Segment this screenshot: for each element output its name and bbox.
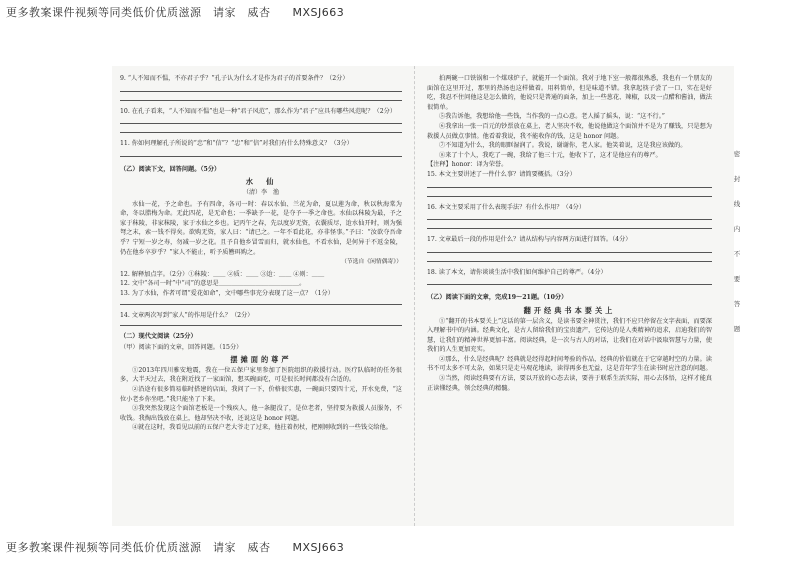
answer-line[interactable] [427,228,712,229]
seal-line-sidebar [731,150,743,350]
question-10: 10. 在孔子看来，“人不知而不愠”也是一种“君子风范”，那么作为“君子”应具有哪些风范呢？（2分） [120,107,397,115]
answer-line[interactable] [120,91,402,92]
poem-title: 水 仙 [245,177,277,187]
question-14: 14. 文章两次写到“家人”的作用是什么？（2分） [120,311,254,319]
question-15: 15. 本文主要讲述了一件什么事？请简要概括。（3分） [427,170,576,178]
answer-line[interactable] [427,196,712,197]
sidebar-label: 封 [733,175,741,183]
essay-paragraph: ⑦不知道为什么，我的眼眶湿润了。我说，谢谢你，老人家。他笑着说，这是我应该做的。 [439,142,687,150]
banner-code: MXSJ663 [292,541,345,554]
sidebar-label: 不 [733,250,741,258]
question-9: 9. “人不知而不愠，不亦君子乎？”孔子认为什么才是作为君子的首要条件？（2分） [120,75,349,82]
answer-line[interactable] [120,100,402,101]
essay2-paragraph: ①“翻开的书本要关上”这话的第一层含义，是读书要全神贯注，我们不应只停留在文字表面，而要深入理解书中的内涵。经典文化，是古人留给我们的宝贵遗产，它传达的是人类精神的追求，启迪我们的智慧，让我们的精神世界更加丰富。阅读经典，是一次与古人的对话，让我们在对话中汲取智慧与力量，使我们的人生更加充实。 [427,317,712,354]
answer-line[interactable] [120,304,402,305]
essay-paragraph: ④就在这时，我看见以前的五保户老大爷走了过来，他拄着拐杖，把刚刚收到的一些钱交给他。 [132,424,392,432]
sidebar-label: 题 [733,325,741,333]
page-fold-divider [414,66,415,526]
essay2-paragraph: ②那么，什么是经典呢？经典就是经得起时间考验的作品，经典的价值就在于它穿越时空的力量。读书不可太多不可太杂，如果只是走马观花地读，读得再多也无益，这是青年学生在读书时应注意的问题。 [427,355,712,373]
essay-paragraph: ②沿途有很多简易临时搭建的店面，我问了一下，价格很实惠，一碗面只要四十元，开水免费，“这位小老乡你坐吧。”我只能坐了下来。 [120,386,402,403]
answer-line[interactable] [120,156,402,157]
answer-line[interactable] [120,123,402,124]
modern-reading-heading: （二）现代文阅读（25分） [120,333,197,341]
answer-line[interactable] [427,187,712,188]
exam-sheet [112,66,734,526]
sidebar-label: 答 [733,300,741,308]
sidebar-label: 内 [733,225,741,233]
bottom-banner [6,539,344,555]
poem-source: （节选自《闲情偶寄》） [341,259,402,266]
part-a-heading: （甲）阅读下面的文章，回答问题。（15分） [120,343,243,351]
left-column [120,74,402,433]
poem-author: （清）李 渔 [242,188,279,196]
question-13: 13. 为了水仙，作者可谓“爱花如命”，文中哪些事充分表现了这一点？（1分） [120,289,334,297]
essay-paragraph: ③我突然发现这个面馆老板是一个残疾人，他一条腿没了，是位老者，坚持要为救援人员服务，不收钱。我掏出钱放在桌上，他却坚决不收，还说这是 honor 问题。 [120,405,402,422]
essay-title: 摆摊面的尊严 [230,355,292,365]
answer-line[interactable] [427,252,712,253]
question-16: 16. 本文主要采用了什么表现手法？有什么作用？（4分） [427,203,586,211]
sidebar-label: 线 [733,200,741,208]
essay2-paragraph: ③当然，阅读经典要有方法，要以开放的心态去读，要善于联系生活实际，用心去体悟，这样才能真正读懂经典，领会经典的精髓。 [427,375,712,392]
question-11: 11. 你如何理解孔子所说的“忠”和“信”？“忠”和“信”对我们有什么特殊意义？（3分） [120,140,353,148]
answer-line[interactable] [427,261,712,262]
banner-code: MXSJ663 [292,6,345,19]
right-column [427,74,712,393]
essay2-title: 翻开经典书本要关上 [523,305,616,315]
part-b-heading-2: （乙）阅读下面的文章，完成19～21题。（10分） [427,294,568,302]
part-b-heading: （乙）阅读下文，回答问题。（5分） [120,165,221,173]
answer-line[interactable] [427,284,712,285]
poem-text: 水仙一花，予之命也。予有四命，各司一时：春以水仙、兰花为命，夏以莲为命，秋以秋海棠为命，冬以腊梅为命。无此四花，是无命也；一季缺予一花，是夺予一季之命也。水仙以秣陵为最，予之家于秣陵，非家秣陵，家于水仙之乡也。记丙午之春，先以度岁无资，衣囊质尽，迨水仙开时，则为强弩之末，索一钱不得矣。欲购无资，家人曰：“请已之。一年不看此花，亦非怪事。”予曰：“汝欲夺吾命乎？宁短一岁之寿，勿减一岁之花。且予自他乡冒雪而归，就水仙也，不看水仙，是何异于不返金陵，仍在他乡卒岁乎？”家人不能止，听予质簪珥购之。 [120,200,402,256]
essay-paragraph: ⑧来了十个人，我吃了一碗，我给了他三十元，他收下了，这才是他应有的尊严。 [439,151,662,159]
answer-line[interactable] [120,132,402,133]
essay-paragraph: ⑤我告诉他，我想给他一些钱，当作我的一点心意。老人摇了摇头，说：“这不行。” [439,113,665,121]
question-12: 12. 解释加点字。（2分）①秣陵：＿＿ ②质：＿＿ ③迨：＿＿ ④则：＿＿ [120,270,325,278]
essay-paragraph: 拍两碗一口铁锅和一个煤球炉子，就能开一个面馆。我对于地下室一般都很熟悉，我也有一个朋友的面馆在这里开过，那里的热汤也这样做着。用料简单，但是味道不错。我拿起筷子尝了一口，实在是好吃，我忍不住问他这是怎么做的，他说只是普通的面条，加上一些葱花、辣椒，以及一点醋和酱油，做法很简单。 [427,75,712,111]
answer-line[interactable] [120,325,402,326]
sidebar-label: 密 [733,150,741,158]
top-banner [6,4,344,20]
question-17: 17. 文章最后一段的作用是什么？请从结构与内容两方面进行回答。（4分） [427,236,632,244]
banner-text: 更多教案课件视频等同类低价优质滋源 请家 威杏 [6,6,271,19]
essay-paragraph: ①2013年四川雅安地震，我在一位五保户家里参加了医院组织的救援行动。医疗队临时的任务很多，大半天过去，我在附近找了一家面馆，想买碗面吃，可是很长时间都没有合适的。 [120,366,402,384]
essay-paragraph: ⑥我拿出一张一百元的钞票放在桌上，老人坚决不收，他说他做这个面馆并不是为了赚钱，只是想为救援人员做点事情。他看着我说，我不能收你的钱，这是 honor 问题。 [427,122,712,140]
answer-line[interactable] [427,219,712,220]
footnote: 【注释】honor：译为荣誉。 [427,161,508,169]
banner-text: 更多教案课件视频等同类低价优质滋源 请家 威杏 [6,541,271,554]
question-12b: 12. 文中“各司一时”中“司”的意思是＿＿＿＿＿＿＿＿＿＿＿＿＿。 [120,280,306,288]
sidebar-label: 要 [733,275,741,283]
question-18: 18. 读了本文，请你谈谈生活中我们如何维护自己的尊严。（4分） [427,268,607,276]
